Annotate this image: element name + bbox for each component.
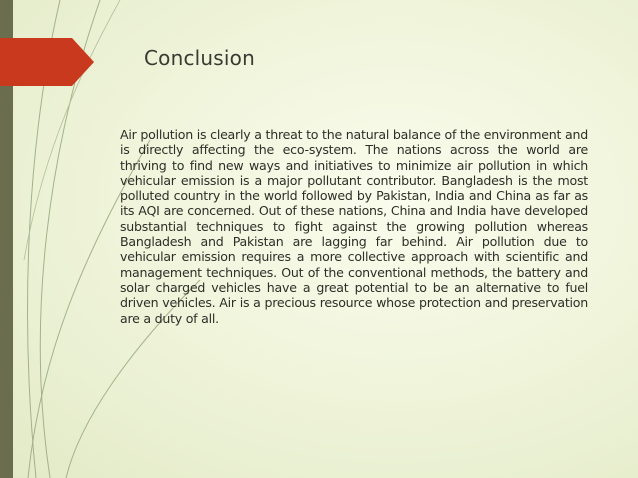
title-arrow-shape xyxy=(0,38,94,86)
slide-body-text: Air pollution is clearly a threat to the natural balance of the environment and is directly affecting the eco-system. The nations across the world are thriving to find new ways and initiatives to minimize air pollution in which vehicular emission is a major pollutant contributor. Bangladesh is the most polluted country in the world followed by Pakistan, India and China as far as its AQI are concerned. Out of these nations, China and India have developed substantial techniques to fight against the growing pollution whereas Bangladesh and Pakistan are lagging far behind. Air pollution due to vehicular emission requires a more collective approach with scientific and management techniques. Out of the conventional methods, the battery and solar charged vehicles have a great potential to be an alternative to fuel driven vehicles. Air is a precious resource whose protection and preservation are a duty of all. xyxy=(120,127,588,326)
slide-title: Conclusion xyxy=(144,46,255,70)
